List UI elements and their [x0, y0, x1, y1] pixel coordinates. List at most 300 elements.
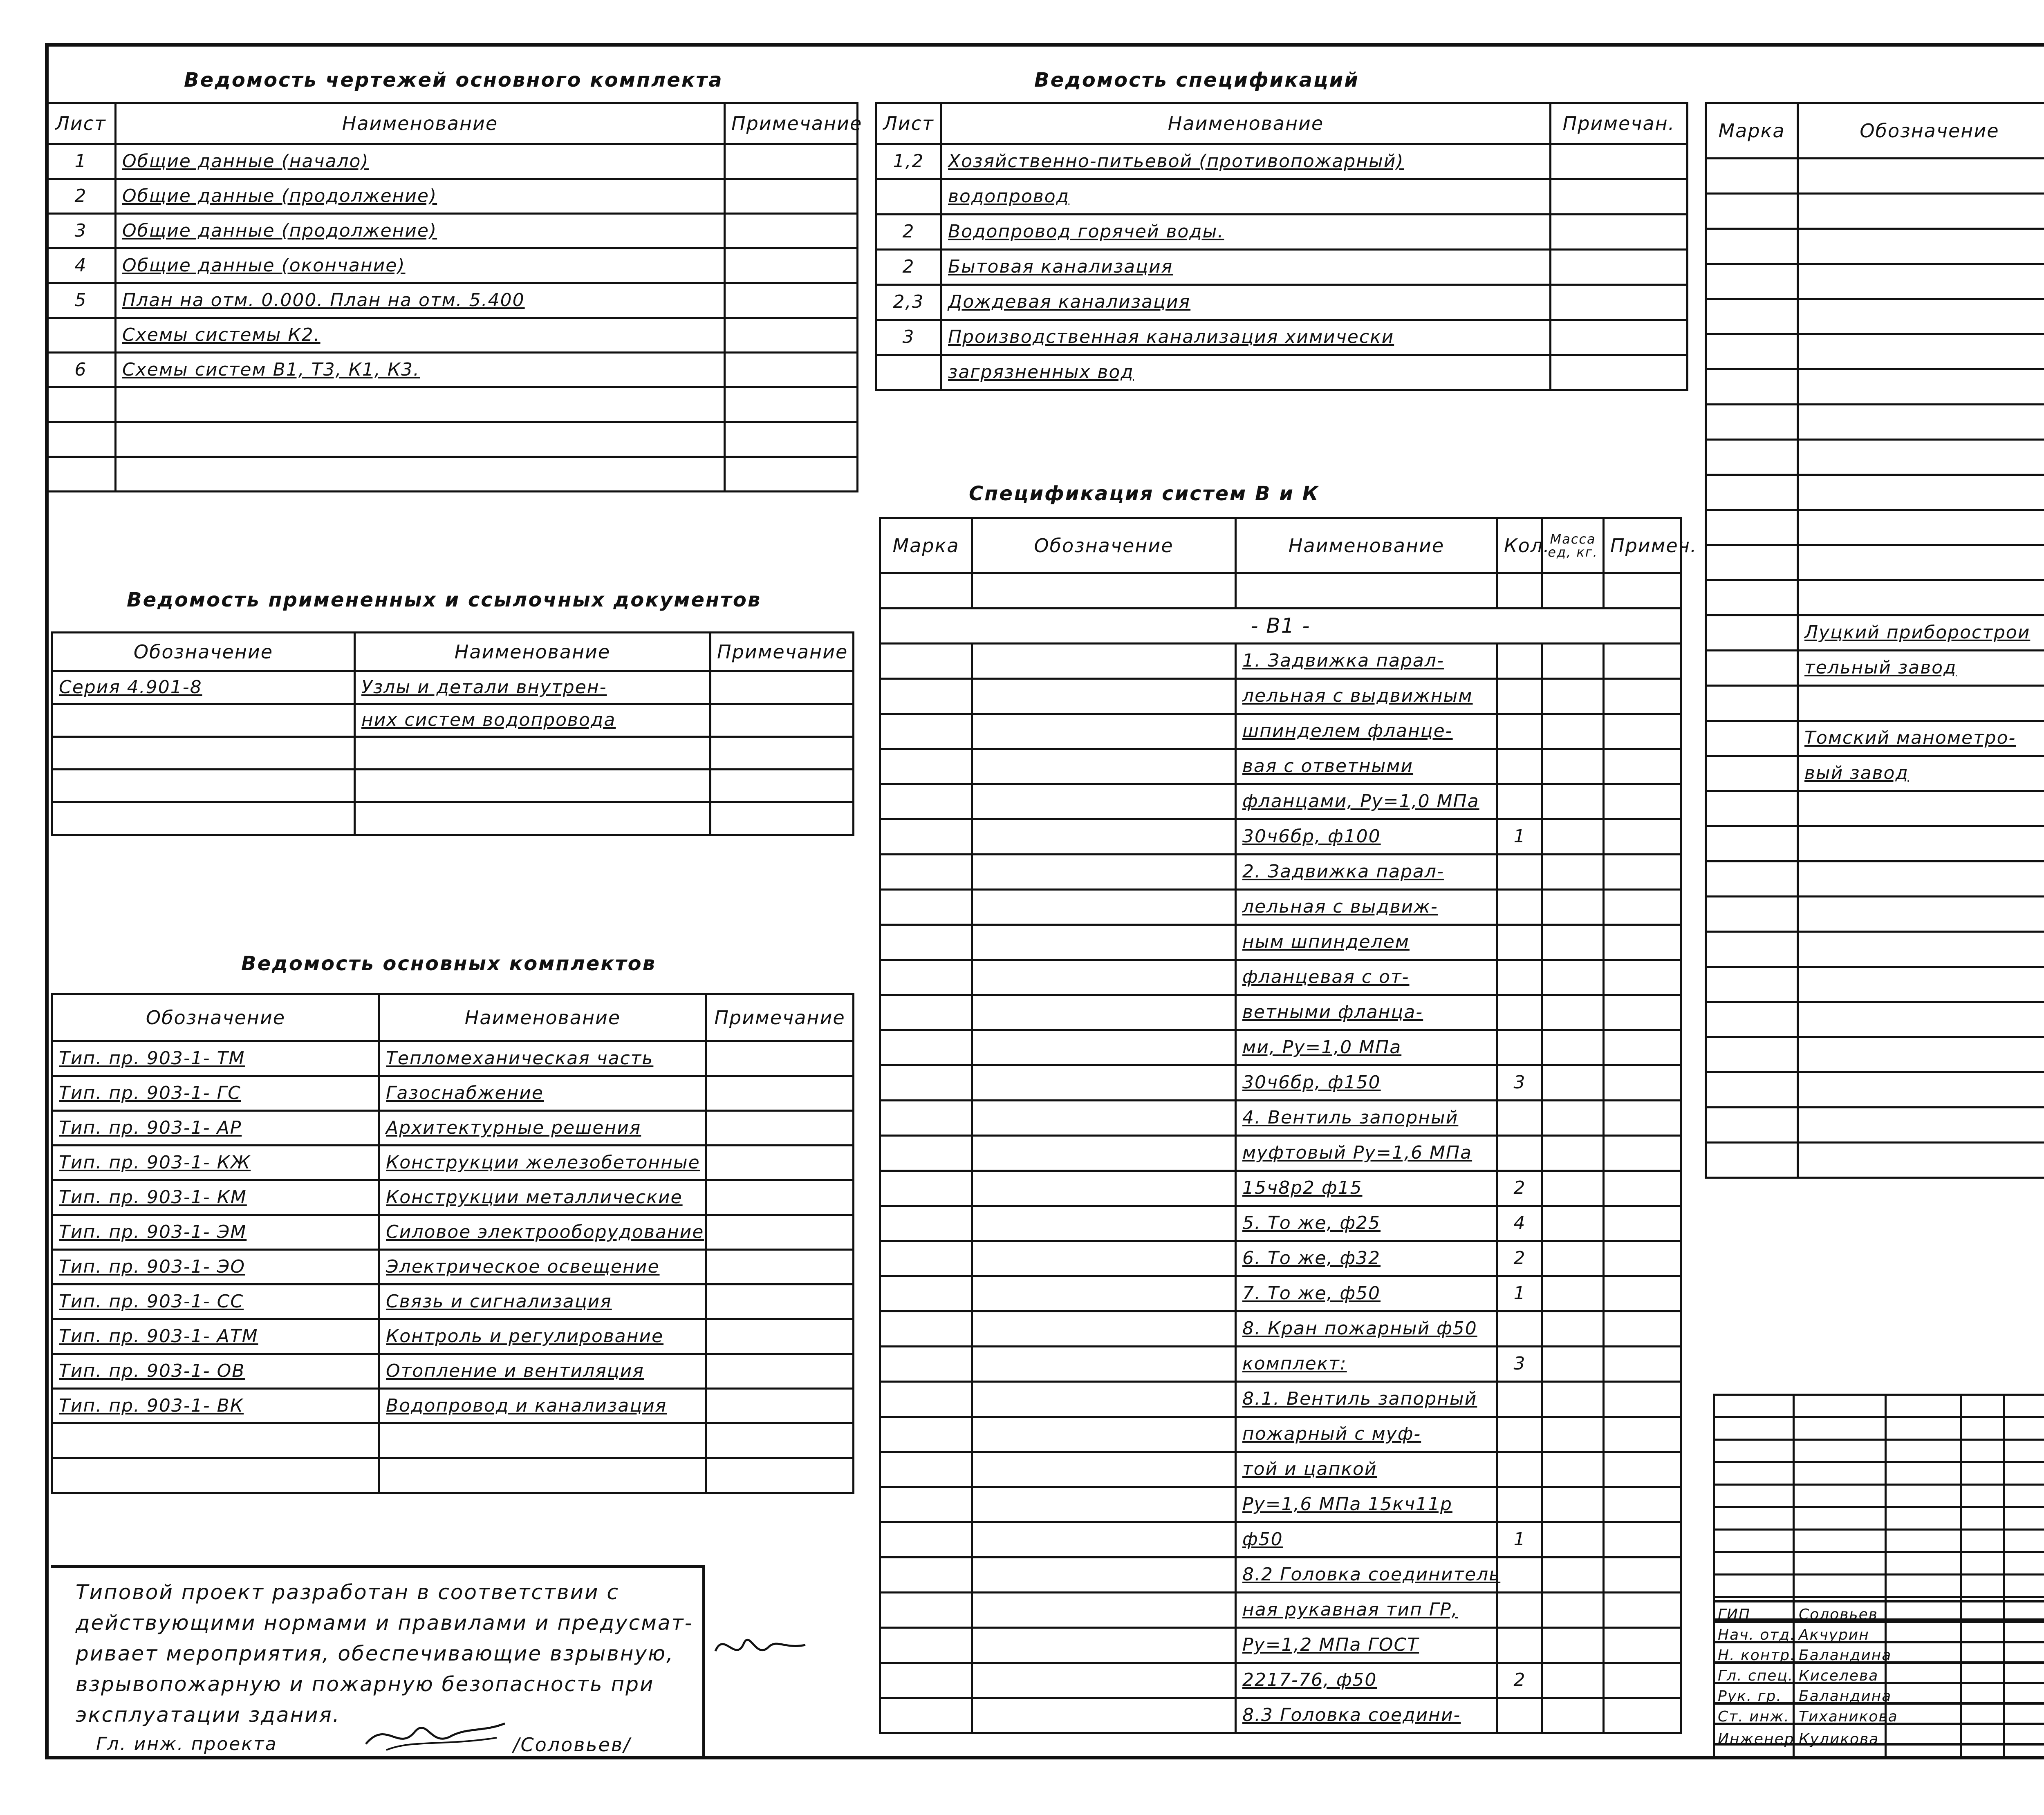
- table-cell: Производственная канализация химически: [941, 320, 1551, 355]
- table-row: [1706, 264, 2044, 299]
- table-row: [880, 1382, 1681, 1417]
- table-cell: [1497, 714, 1542, 749]
- person-name: Баландина: [1799, 1647, 1892, 1664]
- table-cell: [355, 737, 710, 770]
- table-cell: [710, 671, 854, 704]
- drawings-list-table: [45, 102, 863, 492]
- table-cell: [1497, 890, 1542, 925]
- table-cell: [1604, 714, 1681, 749]
- section-label: - В1 -: [880, 609, 1681, 644]
- table-row: [52, 1423, 854, 1458]
- table-row: [1706, 615, 2044, 651]
- table-cell: ф50: [1236, 1522, 1497, 1558]
- table-row: [52, 737, 854, 770]
- column-header: Наименование: [379, 994, 706, 1041]
- table-cell: [1706, 334, 1798, 369]
- table-cell: [1706, 194, 1798, 229]
- table-cell: [116, 457, 725, 492]
- table-row: [1706, 826, 2044, 862]
- table-cell: [1706, 897, 1798, 932]
- table-row: [880, 1593, 1681, 1628]
- table-cell: Электрическое освещение: [379, 1250, 706, 1285]
- table-cell: [710, 704, 854, 737]
- table-row: [1706, 1108, 2044, 1143]
- table-cell: [1706, 686, 1798, 721]
- table-cell: [116, 387, 725, 422]
- table-cell: [1497, 1382, 1542, 1417]
- table-cell: [1604, 1276, 1681, 1311]
- table-cell: [1604, 573, 1681, 609]
- table-row: [1706, 862, 2044, 897]
- table-cell: [1706, 159, 1798, 194]
- table-row: [52, 671, 854, 704]
- table-row: [1706, 967, 2044, 1002]
- table-cell: [52, 704, 355, 737]
- table-cell: [1706, 791, 1798, 826]
- table-row: [1706, 897, 2044, 932]
- project-note: [51, 1565, 705, 1759]
- table-cell: [1542, 1311, 1604, 1347]
- table-row: [876, 285, 1688, 320]
- column-header: Масса ед, кг.: [1542, 518, 1604, 573]
- table-cell: [1551, 215, 1688, 250]
- table-cell: [1542, 1698, 1604, 1733]
- table-cell: [1542, 1276, 1604, 1311]
- role-label: Н. контр.: [1718, 1647, 1796, 1664]
- table-cell: [1604, 1487, 1681, 1522]
- table-cell: [725, 214, 858, 248]
- table-row: [52, 802, 854, 835]
- table-cell: [1542, 1417, 1604, 1452]
- role-label: Инженер: [1718, 1731, 1795, 1748]
- table-cell: Водопровод горячей воды.: [941, 215, 1551, 250]
- table-cell: [880, 749, 972, 784]
- table-cell: вая с ответными: [1236, 749, 1497, 784]
- table-cell: [880, 925, 972, 960]
- table-cell: пожарный с муф-: [1236, 1417, 1497, 1452]
- table-cell: Тип. пр. 903-1- КЖ: [52, 1146, 379, 1180]
- table-cell: 8. Кран пожарный ф50: [1236, 1311, 1497, 1347]
- table-cell: 8.2 Головка соединитель: [1236, 1558, 1497, 1593]
- table-row: [880, 1101, 1681, 1136]
- title-block: [1713, 1394, 2044, 1759]
- table-cell: [880, 1206, 972, 1241]
- table-row: [46, 387, 858, 422]
- table-cell: лельная с выдвиж-: [1236, 890, 1497, 925]
- table-cell: [1798, 1002, 2044, 1037]
- column-header: Кол.: [1497, 518, 1542, 573]
- table-cell: 3: [1497, 1065, 1542, 1101]
- table-cell: [1551, 285, 1688, 320]
- column-header: Примечание: [725, 103, 858, 144]
- table-cell: 2: [1497, 1241, 1542, 1276]
- table-cell: [972, 855, 1236, 890]
- table-row: [880, 1311, 1681, 1347]
- table-cell: 30ч6бр, ф150: [1236, 1065, 1497, 1101]
- table-cell: Общие данные (продолжение): [116, 214, 725, 248]
- table-cell: [880, 644, 972, 679]
- table-row: [880, 1452, 1681, 1487]
- table-cell: [972, 1663, 1236, 1698]
- table-cell: [1551, 320, 1688, 355]
- table-cell: [1542, 1663, 1604, 1698]
- table-cell: [1497, 1558, 1542, 1593]
- table-cell: 2: [46, 179, 116, 214]
- table-row: [880, 1663, 1681, 1698]
- table-cell: 8.3 Головка соедини-: [1236, 1698, 1497, 1733]
- table-cell: [972, 1382, 1236, 1417]
- table-cell: [880, 1558, 972, 1593]
- column-header: Наименование: [355, 633, 710, 671]
- table-cell: [972, 1101, 1236, 1136]
- main-sets-title: Ведомость основных комплектов: [241, 952, 657, 975]
- table-cell: [880, 1417, 972, 1452]
- person-name: Тиханикова: [1799, 1708, 1898, 1725]
- table-row: [880, 890, 1681, 925]
- table-cell: [1798, 1143, 2044, 1178]
- table-row: [880, 1628, 1681, 1663]
- column-header: Наименование: [1236, 518, 1497, 573]
- role-label: Нач. отд.: [1718, 1627, 1796, 1643]
- table-cell: Тип. пр. 903-1- АТМ: [52, 1319, 379, 1354]
- table-row: [1706, 1037, 2044, 1072]
- table-cell: [880, 1171, 972, 1206]
- person-name: Куликова: [1799, 1731, 1879, 1748]
- table-cell: [706, 1180, 854, 1215]
- table-cell: [1497, 1698, 1542, 1733]
- table-cell: Общие данные (окончание): [116, 248, 725, 283]
- table-row: [880, 1171, 1681, 1206]
- table-cell: 3: [876, 320, 941, 355]
- table-cell: [880, 1452, 972, 1487]
- table-row: [46, 179, 858, 214]
- table-cell: Тип. пр. 903-1- КМ: [52, 1180, 379, 1215]
- table-cell: [1551, 144, 1688, 179]
- table-cell: [1497, 1487, 1542, 1522]
- note-line: Типовой проект разработан в соответствии с: [76, 1580, 619, 1604]
- table-row: [52, 1250, 854, 1285]
- table-cell: [725, 283, 858, 318]
- table-cell: [1706, 264, 1798, 299]
- table-cell: вый завод: [1798, 756, 2044, 791]
- spec-b1-title: Спецификация систем В и К: [969, 482, 1320, 505]
- table-cell: [1798, 967, 2044, 1002]
- table-cell: [972, 1487, 1236, 1522]
- table-cell: [1798, 440, 2044, 475]
- table-cell: [880, 1698, 972, 1733]
- table-cell: [1706, 1108, 1798, 1143]
- table-cell: [1542, 1628, 1604, 1663]
- table-cell: [1542, 1487, 1604, 1522]
- table-cell: [46, 457, 116, 492]
- column-header: Обозначение: [1798, 103, 2044, 159]
- table-cell: [1604, 995, 1681, 1030]
- table-row: [1706, 229, 2044, 264]
- table-cell: [1497, 1593, 1542, 1628]
- table-cell: План на отм. 0.000. План на отм. 5.400: [116, 283, 725, 318]
- table-cell: Тепломеханическая часть: [379, 1041, 706, 1076]
- column-header: Примечание: [706, 994, 854, 1041]
- table-cell: [972, 1347, 1236, 1382]
- table-cell: [1497, 1101, 1542, 1136]
- table-row: [1706, 651, 2044, 686]
- table-cell: [1542, 1593, 1604, 1628]
- table-cell: [1497, 1452, 1542, 1487]
- table-cell: [972, 1065, 1236, 1101]
- person-name: Соловьев: [1799, 1606, 1878, 1623]
- table-cell: [972, 749, 1236, 784]
- table-cell: [1798, 791, 2044, 826]
- table-cell: ная рукавная тип ГР,: [1236, 1593, 1497, 1628]
- note-line: эксплуатации здания.: [76, 1703, 341, 1727]
- column-header: Лист: [46, 103, 116, 144]
- table-cell: [972, 1171, 1236, 1206]
- table-cell: Контроль и регулирование: [379, 1319, 706, 1354]
- table-cell: [1604, 784, 1681, 819]
- table-cell: Тип. пр. 903-1- ЭО: [52, 1250, 379, 1285]
- table-cell: [1604, 1417, 1681, 1452]
- table-cell: них систем водопровода: [355, 704, 710, 737]
- table-row: [1706, 475, 2044, 510]
- table-cell: [1706, 545, 1798, 580]
- table-cell: Серия 4.901-8: [52, 671, 355, 704]
- table-cell: [710, 770, 854, 802]
- table-cell: [52, 770, 355, 802]
- table-cell: [1497, 784, 1542, 819]
- table-cell: [706, 1423, 854, 1458]
- column-header: Марка: [1706, 103, 1798, 159]
- table-cell: [1542, 1206, 1604, 1241]
- table-cell: [1542, 784, 1604, 819]
- table-cell: [1542, 960, 1604, 995]
- table-row: [1706, 1002, 2044, 1037]
- table-cell: [355, 802, 710, 835]
- table-cell: [1542, 890, 1604, 925]
- table-cell: [710, 737, 854, 770]
- table-cell: [1604, 1382, 1681, 1417]
- table-cell: [880, 1522, 972, 1558]
- note-line: ривает мероприятия, обеспечивающие взрывную,: [76, 1642, 675, 1665]
- table-cell: [706, 1111, 854, 1146]
- table-cell: [706, 1285, 854, 1319]
- column-header: Наименование: [941, 103, 1551, 144]
- table-row: [880, 749, 1681, 784]
- table-cell: [1706, 615, 1798, 651]
- table-cell: [725, 144, 858, 179]
- table-row: [876, 250, 1688, 285]
- table-row: [880, 1136, 1681, 1171]
- person-name: Акчурин: [1799, 1627, 1869, 1643]
- table-row: [880, 1487, 1681, 1522]
- table-cell: 7. То же, ф50: [1236, 1276, 1497, 1311]
- table-cell: 2: [876, 250, 941, 285]
- table-cell: [1604, 925, 1681, 960]
- table-cell: Тип. пр. 903-1- ТМ: [52, 1041, 379, 1076]
- table-row: [46, 318, 858, 353]
- person-name: Баландина: [1799, 1688, 1892, 1705]
- table-row: [52, 1076, 854, 1111]
- table-row: [1706, 791, 2044, 826]
- table-row: [880, 1065, 1681, 1101]
- table-cell: [1497, 1628, 1542, 1663]
- table-cell: [1706, 932, 1798, 967]
- table-cell: [972, 819, 1236, 855]
- table-cell: [880, 1382, 972, 1417]
- table-row: [880, 1558, 1681, 1593]
- table-cell: 2217-76, ф50: [1236, 1663, 1497, 1698]
- table-cell: [1542, 819, 1604, 855]
- table-cell: лельная с выдвижным: [1236, 679, 1497, 714]
- table-cell: [1798, 862, 2044, 897]
- spec-continuation-table: [1705, 102, 2044, 1179]
- role-label: Ст. инж.: [1718, 1708, 1790, 1725]
- table-row: [46, 422, 858, 457]
- drawings-list-title: Ведомость чертежей основного комплекта: [184, 69, 723, 92]
- table-row: [880, 1522, 1681, 1558]
- table-cell: [972, 995, 1236, 1030]
- table-cell: [1604, 1593, 1681, 1628]
- table-cell: 2: [876, 215, 941, 250]
- table-row: [52, 1458, 854, 1493]
- table-cell: [1542, 1101, 1604, 1136]
- table-cell: [880, 890, 972, 925]
- table-cell: [1798, 405, 2044, 440]
- table-cell: [1798, 369, 2044, 405]
- table-row: [52, 1319, 854, 1354]
- table-row: [1706, 369, 2044, 405]
- table-cell: [972, 1698, 1236, 1733]
- table-cell: [1798, 159, 2044, 194]
- table-row: [880, 1347, 1681, 1382]
- table-cell: загрязненных вод: [941, 355, 1551, 390]
- table-cell: [1604, 1558, 1681, 1593]
- table-cell: 5: [46, 283, 116, 318]
- table-cell: [1542, 1382, 1604, 1417]
- table-cell: [1706, 510, 1798, 545]
- table-cell: [706, 1146, 854, 1180]
- table-cell: [725, 318, 858, 353]
- table-row: [1706, 721, 2044, 756]
- table-cell: [1604, 890, 1681, 925]
- table-cell: [880, 679, 972, 714]
- table-cell: [1604, 819, 1681, 855]
- table-cell: [355, 770, 710, 802]
- table-cell: [1604, 1241, 1681, 1276]
- table-cell: [1542, 644, 1604, 679]
- table-cell: Тип. пр. 903-1- СС: [52, 1285, 379, 1319]
- table-cell: [725, 179, 858, 214]
- table-cell: [1798, 1108, 2044, 1143]
- table-row: [876, 179, 1688, 215]
- table-cell: [1497, 960, 1542, 995]
- note-line: взрывопожарную и пожарную безопасность при: [76, 1672, 654, 1696]
- chief-engineer-label: Гл. инж. проекта: [96, 1734, 278, 1755]
- table-cell: [706, 1458, 854, 1493]
- table-cell: [972, 1452, 1236, 1487]
- table-cell: [725, 353, 858, 387]
- table-cell: Тип. пр. 903-1- ГС: [52, 1076, 379, 1111]
- table-row: [1706, 334, 2044, 369]
- table-row: [52, 1354, 854, 1389]
- table-row: [880, 784, 1681, 819]
- table-cell: Ру=1,2 МПа ГОСТ: [1236, 1628, 1497, 1663]
- table-cell: [52, 802, 355, 835]
- table-cell: Конструкции металлические: [379, 1180, 706, 1215]
- table-cell: [1706, 580, 1798, 615]
- table-row: [880, 714, 1681, 749]
- column-header: Примечание: [710, 633, 854, 671]
- table-cell: [880, 1065, 972, 1101]
- table-row: [52, 1215, 854, 1250]
- table-cell: [1706, 475, 1798, 510]
- table-cell: [1706, 1037, 1798, 1072]
- table-cell: [880, 1311, 972, 1347]
- table-cell: [1604, 1663, 1681, 1698]
- table-cell: Томский манометро-: [1798, 721, 2044, 756]
- table-row: [880, 960, 1681, 995]
- table-cell: [1604, 1522, 1681, 1558]
- table-cell: Узлы и детали внутрен-: [355, 671, 710, 704]
- role-label: ГИП: [1718, 1606, 1751, 1623]
- table-cell: [1542, 1558, 1604, 1593]
- table-cell: [972, 714, 1236, 749]
- table-cell: 1: [46, 144, 116, 179]
- table-cell: Общие данные (начало): [116, 144, 725, 179]
- table-cell: Схемы системы К2.: [116, 318, 725, 353]
- table-cell: [1604, 644, 1681, 679]
- table-cell: [1798, 194, 2044, 229]
- table-cell: [706, 1041, 854, 1076]
- table-cell: [880, 1241, 972, 1276]
- table-cell: [1542, 1171, 1604, 1206]
- table-cell: [706, 1076, 854, 1111]
- table-row: [1706, 405, 2044, 440]
- table-row: [880, 1206, 1681, 1241]
- table-cell: [52, 1423, 379, 1458]
- table-cell: [880, 855, 972, 890]
- table-cell: [972, 679, 1236, 714]
- table-cell: [1798, 826, 2044, 862]
- table-cell: [972, 1558, 1236, 1593]
- table-row: [52, 1111, 854, 1146]
- table-cell: [880, 1136, 972, 1171]
- table-cell: [1798, 229, 2044, 264]
- table-cell: [1706, 1072, 1798, 1108]
- spec-list-title: Ведомость спецификаций: [1034, 69, 1359, 92]
- table-cell: Ру=1,6 МПа 15кч11р: [1236, 1487, 1497, 1522]
- table-cell: [46, 318, 116, 353]
- table-cell: [880, 784, 972, 819]
- table-cell: [1604, 1206, 1681, 1241]
- table-cell: [1604, 679, 1681, 714]
- table-cell: 2,3: [876, 285, 941, 320]
- table-cell: фланцами, Ру=1,0 МПа: [1236, 784, 1497, 819]
- table-cell: [706, 1215, 854, 1250]
- table-row: [46, 248, 858, 283]
- table-cell: [1497, 679, 1542, 714]
- table-row: [1706, 299, 2044, 334]
- table-cell: [1497, 855, 1542, 890]
- column-header: Марка: [880, 518, 972, 573]
- table-cell: [706, 1250, 854, 1285]
- table-cell: [1542, 855, 1604, 890]
- table-cell: [1798, 932, 2044, 967]
- table-cell: [1604, 855, 1681, 890]
- table-row: [46, 144, 858, 179]
- table-cell: [972, 1136, 1236, 1171]
- table-cell: [1604, 1347, 1681, 1382]
- table-cell: [880, 1593, 972, 1628]
